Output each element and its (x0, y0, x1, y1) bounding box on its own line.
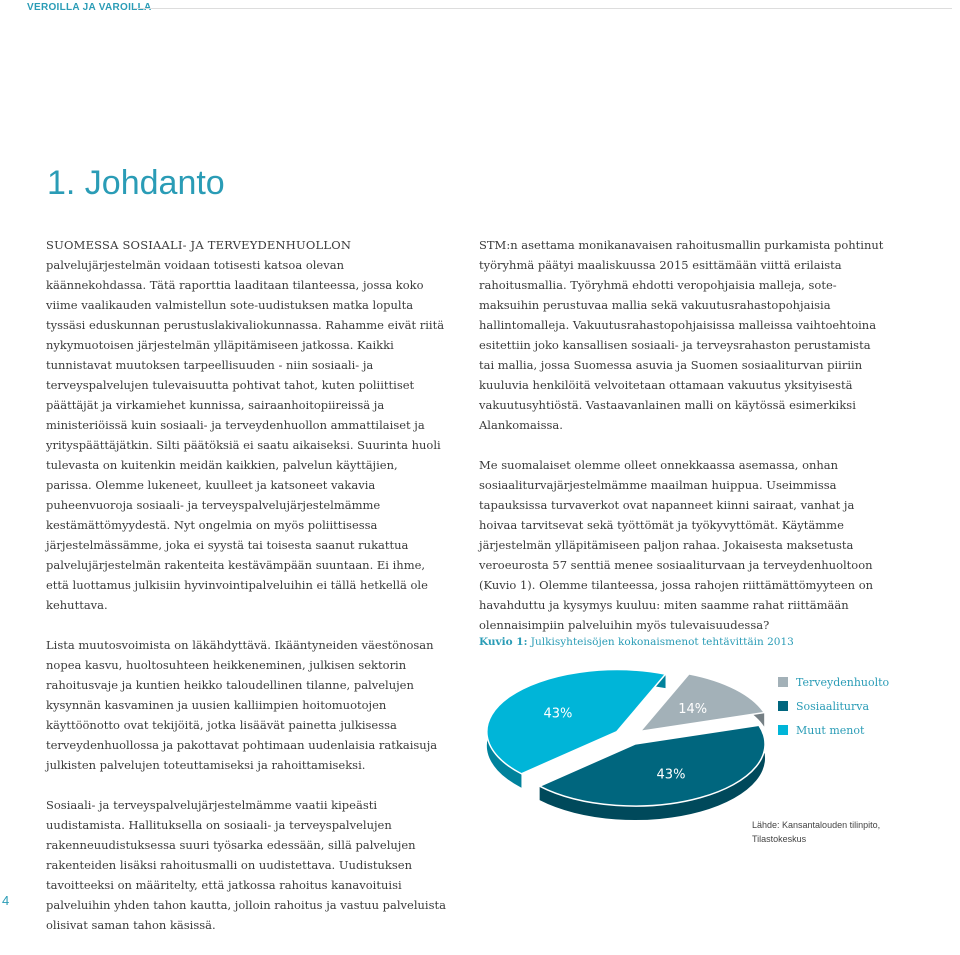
legend-label-muut-menot: Muut menot (796, 724, 865, 737)
figure-caption-label: Kuvio 1: (479, 636, 528, 648)
reform-paragraph: Sosiaali- ja terveyspalvelujärjestelmämme vaatii kipeästi uudistamista. Hallituksella on sosiaali- ja terveyspalvelujen rakenneuudistuksessa suuri työsarka edessään, sillä palvelujen rakenteiden lisäksi rahoitusmalli on uudistettava. Uudistuksen tavoitteeksi on määritelty, että jatkossa rahoitus kanavoituisi palveluihin yhden tahon kautta, jolloin rahoitus ja vastuu palveluista olisivat saman tahon käsissä. (46, 798, 446, 932)
intro-paragraph (46, 235, 446, 615)
intro-text: palvelujärjestelmän voidaan totisesti katsoa olevan käännekohdassa. Tätä raporttia laaditaan tilanteessa, jossa koko viime vaalikauden valmistellun sote-uudistuksen matka lopulta tyssäsi eduskunnan perustuslakivaliokunnassa. Rahamme eivät riitä nykymuotoisen järjestelmän ylläpitämiseen jatkossa. Kaikki tunnistavat muutoksen tarpeellisuuden - niin sosiaali- ja terveyspalvelujen tulevaisuutta pohtivat tahot, kuten poliittiset päättäjät ja virkamiehet kunnissa, sairaanhoitopiireissä ja ministeriöissä kuin sosiaali- ja terveydenhuollon ammattilaiset ja yrityspäättäjätkin. Silti päätöksiä ei saatu aikaiseksi. Suurinta huoli tulevasta on kuitenkin meidän kaikkien, palvelun käyttäjien, parissa. Olemme lukeneet, kuulleet ja katsoneet vakavia puheenvuoroja sosiaali- ja terveyspalvelujärjestelmämme kestämättömyydestä. Nyt ongelmia on myös poliittisessa järjestelmässämme, joka ei syystä tai toisesta saanut rukattua palvelujärjestelmän rakenteita kestävämpään suuntaan. Ei ihme, että luottamus julkisiin hyvinvointipalveluihin ei tällä hetkellä ole kehuttava. (46, 258, 445, 612)
change-forces-paragraph: Lista muutosvoimista on läkähdyttävä. Ikääntyneiden väestönosan nopea kasvu, huoltosuhteen heikkeneminen, julkisen sektorin rahoitusvaje ja kuntien heikko taloudellinen tilanne, palvelujen kysynnän kasvaminen ja uusien kalliimpien hoitomuotojen käyttöönotto ovat tekijöitä, jotka lisäävät painetta julkisessa terveydenhuollossa ja pakottavat pohtimaan uudenlaisia ratkaisuja julkisten palvelujen toteuttamiseksi ja rahoittamiseksi. (46, 638, 438, 772)
legend-label-sosiaaliturva: Sosiaaliturva (796, 700, 870, 713)
legend-label-terveydenhuolto: Terveydenhuolto (796, 676, 890, 689)
figure-caption-text: Julkisyhteisöjen kokonaismenot tehtävittäin 2013 (527, 636, 794, 648)
running-header: VEROILLA JA VAROILLA (27, 2, 152, 13)
figure-source: Lähde: Kansantalouden tilinpito, Tilastokeskus (752, 820, 881, 844)
pie-slices (487, 670, 765, 820)
figure-caption (479, 636, 794, 648)
legend-swatch-terveydenhuolto (778, 677, 788, 687)
pie-label-muut-menot: 43% (543, 706, 573, 722)
pie-label-sosiaaliturva: 43% (656, 767, 686, 783)
left-column (46, 235, 446, 955)
page-number: 4 (2, 893, 10, 908)
legend-swatch-sosiaaliturva (778, 701, 788, 711)
social-security-paragraph: Me suomalaiset olemme olleet onnekkaassa asemassa, onhan sosiaaliturvajärjestelmämme maailman huippua. Useimmissa tapauksissa turvaverkot ovat napanneet kiinni sairaat, vanhat ja hoivaa tarvitsevat sekä työttömät ja työkyvyttömät. Käytämme järjestelmän ylläpitämiseen paljon rahaa. Jokaisesta maksetusta veroeurosta 57 senttiä menee sosiaaliturvaan ja terveydenhuoltoon (Kuvio 1). Olemme tilanteessa, jossa rahojen riittämättömyyteen on havahduttu ja kysymys kuuluu: miten saamme rahat riittämään olennaisimpiin palveluihin myös tulevaisuudessa? (479, 458, 874, 632)
legend-swatch-muut-menot (778, 725, 788, 735)
right-column (479, 235, 889, 655)
intro-lead-in: SUOMESSA SOSIAALI- JA TERVEYDENHUOLLON (46, 238, 352, 252)
header-divider (133, 8, 952, 9)
pie-label-terveydenhuolto: 14% (678, 702, 708, 718)
funding-models-paragraph: STM:n asettama monikanavaisen rahoitusmallin purkamista pohtinut työryhmä päätyi maaliskuussa 2015 esittämään viittä erilaista rahoitusmallia. Työryhmä ehdotti veropohjaisia malleja, sote-maksuihin perustuvaa mallia sekä vakuutusrahastopohjaisia hallintomalleja. Vakuutusrahastopohjaisissa malleissa vaihtoehtoina esitettiin joko kansallisen sosiaali- ja terveysrahaston perustamista tai mallia, jossa Suomessa asuvia ja Suomen sosiaaliturvan piiriin kuuluvia henkilöitä velvoitetaan ottamaan vakuutus yksityisestä vakuutusyhtiöstä. Vastaavanlainen malli on käytössä esimerkiksi Alankomaissa. (479, 238, 884, 432)
page-title: 1. Johdanto (47, 164, 225, 202)
chart-legend (778, 676, 890, 737)
